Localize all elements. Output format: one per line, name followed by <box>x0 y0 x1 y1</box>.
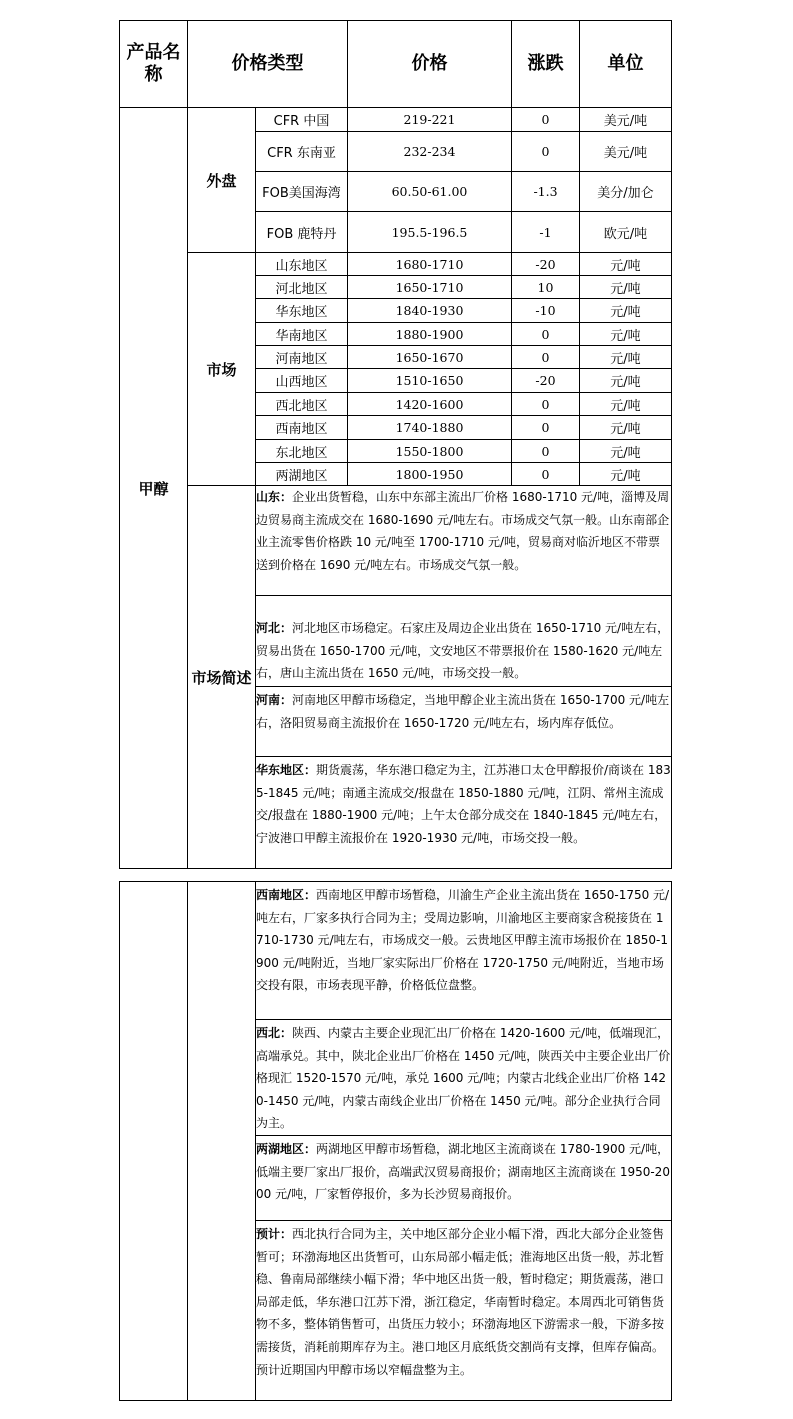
summary-text: 西南地区甲醇市场暂稳，川渝生产企业主流出货在 1650-1750 元/吨左右，厂家多执行合同为主；受周边影响，川渝地区主要商家含税接货在 1710-1730 元/吨左右，市场成交一般。云贵地区甲醇主流市场报价在 1850-1900 元/吨附近，当地厂家实际出厂价格在 1720-1750 元/吨附近，当地市场交投有限，市场表现平静，价格低位盘整。 <box>256 888 670 993</box>
external-change: 0 <box>512 132 580 172</box>
external-change: 0 <box>512 108 580 132</box>
market-price: 1650-1710 <box>348 276 512 299</box>
external-price: 219-221 <box>348 108 512 132</box>
market-unit: 元/吨 <box>580 346 672 369</box>
summary-text: 陕西、内蒙古主要企业现汇出厂价格在 1420-1600 元/吨，低端现汇，高端承兑。其中，陕北企业出厂价格在 1450 元/吨，陕西关中主要企业出厂价格现汇 1520-1570 元/吨，承兑 1600 元/吨；内蒙古北线企业出厂价格 1420-1450 元/吨，内蒙古南线企业出厂价格在 1450 元/吨。部分企业执行合同为主。 <box>256 1026 671 1131</box>
summary-table-continued <box>119 881 672 1401</box>
market-name: 西南地区 <box>256 416 348 440</box>
external-change: -1 <box>512 212 580 253</box>
market-price: 1880-1900 <box>348 323 512 346</box>
group-external: 外盘 <box>188 108 256 253</box>
market-unit: 元/吨 <box>580 416 672 440</box>
summary-text: 河南地区甲醇市场稳定，当地甲醇企业主流出货在 1650-1700 元/吨左右，洛阳贸易商主流报价在 1650-1720 元/吨左右，场内库存低位。 <box>256 693 670 730</box>
external-name: CFR 中国 <box>256 108 348 132</box>
header-product-name: 产品名称 <box>120 21 188 108</box>
market-unit: 元/吨 <box>580 369 672 393</box>
market-unit: 元/吨 <box>580 393 672 416</box>
header-price-type: 价格类型 <box>188 21 348 108</box>
external-name: FOB美国海湾 <box>256 172 348 212</box>
external-unit: 美分/加仑 <box>580 172 672 212</box>
market-change: -20 <box>512 253 580 276</box>
external-name: CFR 东南亚 <box>256 132 348 172</box>
market-name: 山西地区 <box>256 369 348 393</box>
summary-shandong <box>256 486 672 596</box>
summary-henan <box>256 687 672 757</box>
summary-text: 河北地区市场稳定。石家庄及周边企业出货在 1650-1710 元/吨左右，贸易出货在 1650-1700 元/吨，文安地区不带票报价在 1580-1620 元/吨左右，唐山主流出货在 1650 元/吨，市场交投一般。 <box>256 621 670 681</box>
summary-text: 两湖地区甲醇市场暂稳，湖北地区主流商谈在 1780-1900 元/吨，低端主要厂家出厂报价，高端武汉贸易商报价；湖南地区主流商谈在 1950-2000 元/吨，厂家暂停报价，多为长沙贸易商报价。 <box>256 1141 670 1202</box>
product-cell-continued <box>120 882 188 1401</box>
header-row <box>120 21 672 108</box>
summary-label: 山东： <box>256 490 293 504</box>
group-market: 市场 <box>188 253 256 486</box>
market-change: 0 <box>512 416 580 440</box>
market-unit: 元/吨 <box>580 463 672 486</box>
group-cell-continued <box>188 882 256 1401</box>
summary-lianghu <box>256 1135 672 1220</box>
market-change: 0 <box>512 463 580 486</box>
market-change: -20 <box>512 369 580 393</box>
summary-xibei <box>256 1020 672 1136</box>
market-unit: 元/吨 <box>580 323 672 346</box>
market-unit: 元/吨 <box>580 276 672 299</box>
market-change: 0 <box>512 323 580 346</box>
external-price: 60.50-61.00 <box>348 172 512 212</box>
market-name: 河南地区 <box>256 346 348 369</box>
external-price: 195.5-196.5 <box>348 212 512 253</box>
market-price: 1740-1880 <box>348 416 512 440</box>
market-change: 0 <box>512 440 580 463</box>
market-price: 1650-1670 <box>348 346 512 369</box>
market-price: 1680-1710 <box>348 253 512 276</box>
market-unit: 元/吨 <box>580 299 672 323</box>
market-price: 1840-1930 <box>348 299 512 323</box>
market-name: 西北地区 <box>256 393 348 416</box>
summary-label: 西北： <box>256 1026 293 1040</box>
market-name: 华南地区 <box>256 323 348 346</box>
market-price: 1420-1600 <box>348 393 512 416</box>
header-unit: 单位 <box>580 21 672 108</box>
summary-huadong <box>256 757 672 869</box>
market-name: 山东地区 <box>256 253 348 276</box>
header-change: 涨跌 <box>512 21 580 108</box>
summary-label: 华东地区： <box>256 763 317 777</box>
market-name: 华东地区 <box>256 299 348 323</box>
market-name: 河北地区 <box>256 276 348 299</box>
external-unit: 美元/吨 <box>580 108 672 132</box>
external-price: 232-234 <box>348 132 512 172</box>
group-summary: 市场简述 <box>188 486 256 869</box>
summary-label: 河北： <box>256 621 293 635</box>
summary-label: 西南地区： <box>256 888 317 902</box>
market-unit: 元/吨 <box>580 253 672 276</box>
market-price: 1800-1950 <box>348 463 512 486</box>
market-change: 0 <box>512 346 580 369</box>
summary-hebei <box>256 596 672 687</box>
external-name: FOB 鹿特丹 <box>256 212 348 253</box>
summary-text: 西北执行合同为主，关中地区部分企业小幅下滑，西北大部分企业签售暂可；环渤海地区出货暂可，山东局部小幅走低；淮海地区出货一般，苏北暂稳、鲁南局部继续小幅下滑；华中地区出货一般，暂时稳定；期货震荡，港口局部走低，华东港口江苏下滑，浙江稳定，华南暂时稳定。本周西北可销售货物不多，整体销售暂可，出货压力较小；环渤海地区下游需求一般，下游多按需接货，消耗前期库存为主。港口地区月底纸货交割尚有支撑，但库存偏高。预计近期国内甲醇市场以窄幅盘整为主。 <box>256 1226 665 1377</box>
summary-label: 两湖地区： <box>256 1141 317 1156</box>
external-unit: 美元/吨 <box>580 132 672 172</box>
market-unit: 元/吨 <box>580 440 672 463</box>
summary-label: 预计： <box>256 1226 293 1241</box>
market-change: 0 <box>512 393 580 416</box>
external-change: -1.3 <box>512 172 580 212</box>
market-name: 两湖地区 <box>256 463 348 486</box>
summary-forecast <box>256 1220 672 1400</box>
summary-xinan <box>256 882 672 1020</box>
header-price: 价格 <box>348 21 512 108</box>
summary-text: 企业出货暂稳，山东中东部主流出厂价格 1680-1710 元/吨，淄博及周边贸易商主流成交在 1680-1690 元/吨左右。市场成交气氛一般。山东南部企业主流零售价格跌 10 元/吨至 1700-1710 元/吨，贸易商对临沂地区不带票送到价格在 1690 元/吨左右。市场成交气氛一般。 <box>256 490 670 572</box>
price-table <box>119 20 672 869</box>
external-unit: 欧元/吨 <box>580 212 672 253</box>
product-cell: 甲醇 <box>120 108 188 869</box>
market-price: 1510-1650 <box>348 369 512 393</box>
market-change: -10 <box>512 299 580 323</box>
market-change: 10 <box>512 276 580 299</box>
summary-text: 期货震荡，华东港口稳定为主，江苏港口太仓甲醇报价/商谈在 1835-1845 元/吨；南通主流成交/报盘在 1850-1880 元/吨，江阴、常州主流成交/报盘在 1880-1900 元/吨；上午太仓部分成交在 1840-1845 元/吨左右，宁波港口甲醇主流报价在 1920-1930 元/吨，市场交投一般。 <box>256 763 671 845</box>
market-price: 1550-1800 <box>348 440 512 463</box>
summary-label: 河南： <box>256 693 293 707</box>
market-name: 东北地区 <box>256 440 348 463</box>
